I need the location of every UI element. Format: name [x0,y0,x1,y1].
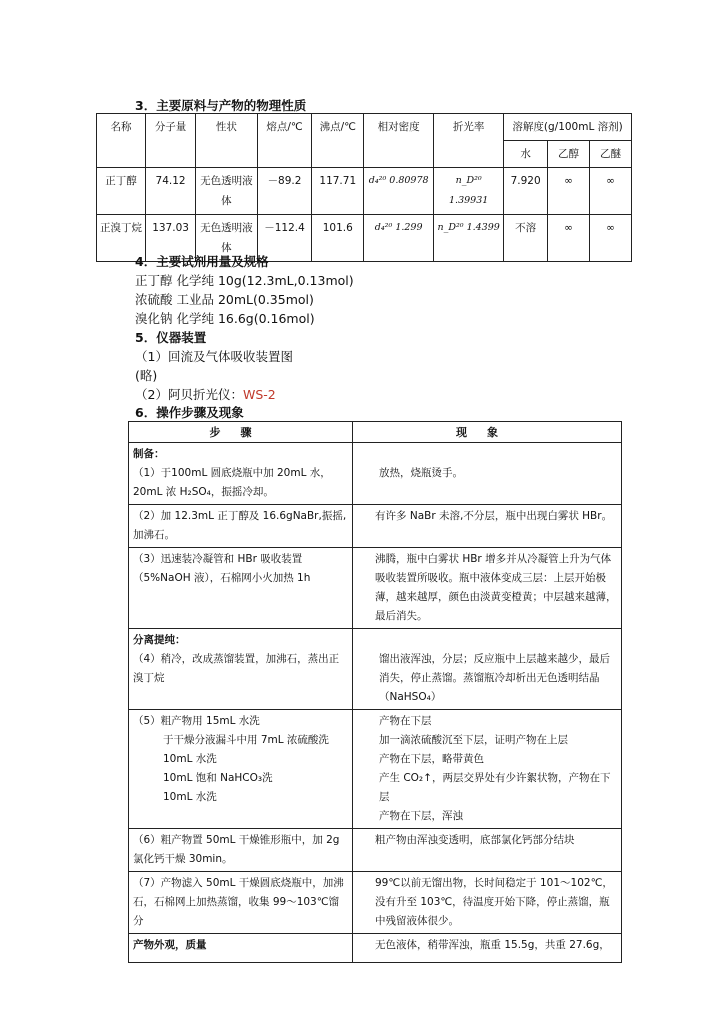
col-name: 名称 [97,114,146,168]
cell-water: 不溶 [504,215,548,262]
col-mp: 熔点/℃ [257,114,312,168]
col-density: 相对密度 [364,114,434,168]
apparatus-line [135,385,276,403]
section-6-title: 6．操作步骤及现象 [135,405,244,420]
phenomenon-text: 无色液体，稍带浑浊，瓶重 15.5g，共重 27.6g， [353,934,622,963]
step-text: （2）加 12.3mL 正丁醇及 16.6gNaBr,振摇,加沸石。 [129,505,353,548]
reagent-line: 溴化钠 化学纯 16.6g(0.16mol) [135,311,315,326]
cell-name: 正丁醇 [97,168,146,215]
apparatus-label: （2）阿贝折光仪： [135,387,243,402]
cell-water: 7.920 [504,168,548,215]
section-5-title: 5．仪器装置 [135,330,207,345]
apparatus-model: WS-2 [242,387,276,402]
col-ethanol: 乙醇 [548,141,590,168]
col-bp: 沸点/℃ [312,114,364,168]
reagent-line: 浓硫酸 工业品 20mL(0.35mol) [135,292,314,307]
cell-name: 正溴丁烷 [97,215,146,262]
cell-mp: －112.4 [257,215,312,262]
step-text: （1）于100mL 圆底烧瓶中加 20mL 水，20mL 浓 H₂SO₄，振摇冷却。 [133,467,331,498]
col-solubility: 溶解度(g/100mL 溶剂) [504,114,632,141]
step-text: （6）粗产物置 50mL 干燥锥形瓶中，加 2g 氯化钙干燥 30min。 [129,829,353,872]
phenomenon-text: 产物在下层，浑浊 [379,810,463,822]
table-row [129,829,622,872]
col-steps: 步骤 [129,422,353,443]
cell-density: d₄²⁰ 0.80978 [364,168,434,215]
col-phenomena: 现象 [353,422,622,443]
cell-ether: ∞ [590,168,632,215]
cell-ri: n_D²⁰ 1.4399 [434,215,504,262]
step-text: 10mL 水洗 [163,753,217,765]
cell-ethanol: ∞ [548,215,590,262]
phenomenon-text: 沸腾，瓶中白雾状 HBr 增多并从冷凝管上升为气体吸收装置所吸收。瓶中液体变成三层：上层开始极薄，越来越厚，颜色由淡黄变橙黄；中层越来越薄，最后消失。 [353,548,622,629]
table-row [129,443,622,505]
cell-mw: 74.12 [146,168,196,215]
step-text: （5）粗产物用 15mL 水洗 [133,715,260,727]
col-state: 性状 [196,114,258,168]
phenomenon-text: 粗产物由浑浊变透明，底部氯化钙部分结块 [353,829,622,872]
step-text: 10mL 水洗 [163,791,217,803]
phenomenon-text: 加一滴浓硫酸沉至下层，证明产物在上层 [379,734,568,746]
table-row [129,710,622,829]
col-ri: 折光率 [434,114,504,168]
section-3-title: 3．主要原料与产物的物理性质 [135,98,307,113]
separation-label: 分离提纯： [133,634,186,646]
section-4-title: 4．主要试剂用量及规格 [135,254,269,269]
table-row [129,934,622,963]
step-text: （3）迅速装冷凝管和 HBr 吸收装置（5%NaOH 液），石棉网小火加热 1h [129,548,353,629]
step-text: （4）稍冷，改成蒸馏装置，加沸石，蒸出正溴丁烷 [133,653,340,684]
table-row [97,168,632,215]
table-row [129,872,622,934]
reagent-line: 正丁醇 化学纯 10g(12.3mL,0.13mol) [135,273,354,288]
cell-ether: ∞ [590,215,632,262]
cell-state: 无色透明液体 [196,168,258,215]
cell-bp: 101.6 [312,215,364,262]
phenomenon-text: 有许多 NaBr 未溶,不分层，瓶中出现白雾状 HBr。 [353,505,622,548]
table-row [129,505,622,548]
prep-label: 制备： [133,448,165,460]
step-text: 10mL 饱和 NaHCO₃洗 [163,772,273,784]
phenomenon-text: 产物在下层，略带黄色 [379,753,484,765]
col-water: 水 [504,141,548,168]
cell-ethanol: ∞ [548,168,590,215]
cell-mp: －89.2 [257,168,312,215]
table-row [129,629,622,710]
properties-table [96,113,632,262]
cell-density: d₄²⁰ 1.299 [364,215,434,262]
apparatus-line: (略) [135,368,158,383]
step-text: 产物外观，质量 [129,934,353,963]
phenomenon-text: 99℃以前无馏出物，长时间稳定于 101～102℃，没有升至 103℃，待温度开始下降，停止蒸馏，瓶中残留液体很少。 [353,872,622,934]
col-mw: 分子量 [146,114,196,168]
cell-mw: 137.03 [146,215,196,262]
cell-bp: 117.71 [312,168,364,215]
phenomenon-text: 放热，烧瓶烫手。 [379,467,463,479]
table-row [129,548,622,629]
cell-ri: n_D²⁰ 1.39931 [434,168,504,215]
apparatus-line: （1）回流及气体吸收装置图 [135,349,293,364]
cell-state: 无色透明液体 [196,215,258,262]
procedure-table [128,421,622,963]
phenomenon-text: 产生 CO₂↑，两层交界处有少许絮状物，产物在下层 [379,772,611,803]
col-ether: 乙醚 [590,141,632,168]
step-text: 于干燥分液漏斗中用 7mL 浓硫酸洗 [163,734,329,746]
phenomenon-text: 产物在下层 [379,715,432,727]
step-text: （7）产物滤入 50mL 干燥圆底烧瓶中，加沸石，石棉网上加热蒸馏，收集 99～103℃馏分 [129,872,353,934]
phenomenon-text: 馏出液浑浊，分层；反应瓶中上层越来越少，最后消失，停止蒸馏。蒸馏瓶冷却析出无色透明结晶（NaHSO₄） [379,653,610,703]
